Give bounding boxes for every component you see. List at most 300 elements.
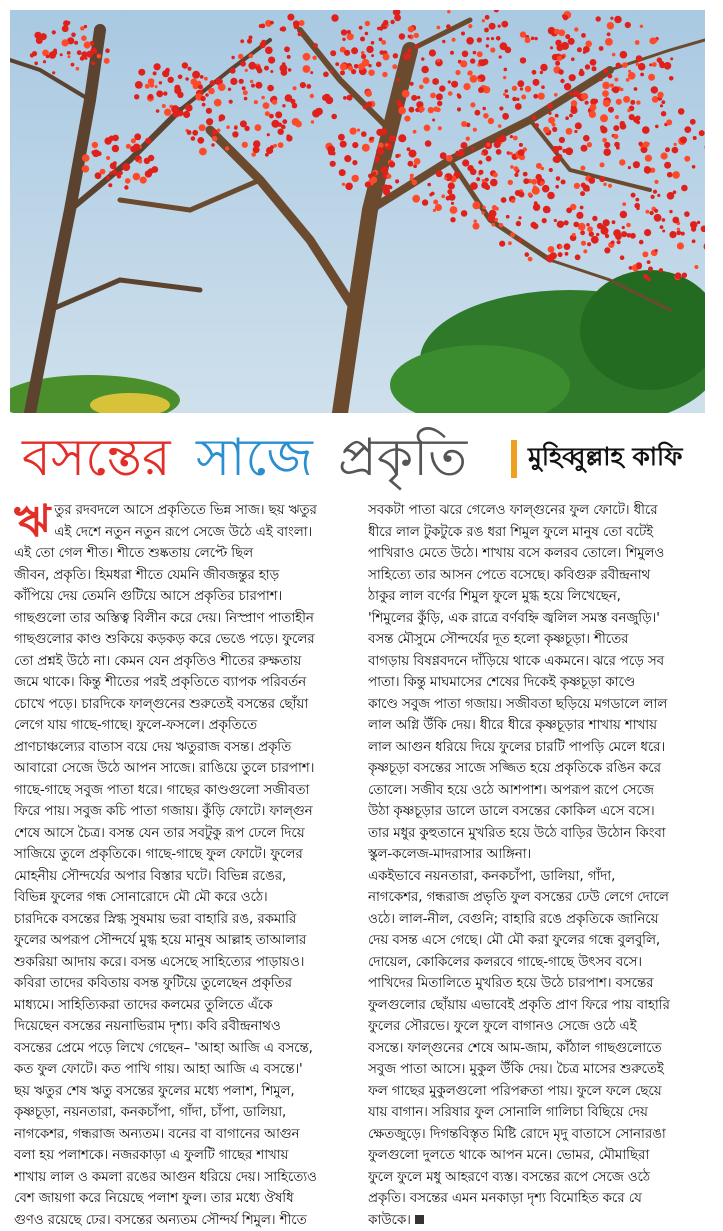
flower-dot (600, 114, 608, 122)
article-line: তোলে। সজীব হয়ে ওঠে আশপাশ। অপরূপ রূপে সেজে (368, 780, 708, 802)
flower-dot (97, 54, 102, 59)
article-line: ফুলের সৌরভে। ফুলে ফুলে বাগানও সেজে ওঠে এই (368, 1016, 708, 1038)
flower-dot (548, 112, 551, 115)
flower-dot (604, 142, 610, 148)
flower-dot (411, 95, 417, 101)
article-line: শুকরিয়া আদায় করে। বসন্ত এসেছে সাহিত্যের পাড়ায়ও। (14, 952, 359, 974)
article-line: দিয়েছেন বসন্তের নয়নাভিরাম দৃশ্য। কবি রবীন্দ্রনাথও (14, 1016, 359, 1038)
flower-dot (669, 210, 672, 213)
flower-dot (415, 44, 420, 49)
flower-dot (438, 126, 442, 130)
flower-dot (350, 128, 357, 135)
flower-dot (601, 227, 609, 235)
article-line: প্রকৃতি। বসন্তের এমন মনকাড়া দৃশ্য বিমোহিত করে যে (368, 1188, 708, 1210)
flower-dot (389, 135, 396, 142)
flower-dot (587, 226, 593, 232)
flower-dot (672, 217, 679, 224)
flower-dot (159, 81, 162, 84)
flower-dot (626, 223, 631, 228)
flower-dot (528, 257, 533, 262)
article-line: গাছগুলো তার অস্তিত্ব বিলীন করে দেয়। নিস্প্রাণ পাতাহীন (14, 608, 359, 630)
article-line: বসন্তে। ফাল্গুনের শেষে আম-জাম, কাঁঠাল গাছগুলোতে (368, 1038, 708, 1060)
flower-dot (585, 41, 592, 48)
article-line: সবুজ পাতা আসে। মুকুল উঁকি দেয়। চৈত্র মাসের শুরুতেই (368, 1059, 708, 1081)
flower-dot (505, 89, 509, 93)
flower-dot (552, 123, 556, 127)
flower-dot (621, 231, 627, 237)
flower-dot (486, 37, 489, 40)
simul-tree-photo (10, 10, 705, 413)
flower-dot (394, 14, 401, 21)
flower-dot (303, 53, 311, 61)
flower-dot (125, 178, 131, 184)
flower-dot (499, 106, 503, 110)
flower-dot (248, 62, 256, 70)
flower-dot (580, 206, 584, 210)
article-line: ঠাকুর লাল বর্ণের শিমুল ফুলে মুগ্ধ হয়ে লিখেছেন, (368, 586, 708, 608)
article-line: এই তো গেল শীত। শীতে শুষ্কতায় লেপ্টে ছিল (14, 543, 359, 565)
flower-dot (185, 77, 189, 81)
flower-dot (620, 123, 627, 130)
flower-dot (550, 252, 557, 259)
flower-dot (205, 93, 209, 97)
flower-dot (261, 96, 265, 100)
flower-dot (32, 51, 37, 56)
flower-dot (514, 173, 518, 177)
flower-dot (635, 40, 640, 45)
flower-dot (242, 142, 248, 148)
article-line: তার মধুর কুহুতানে মুখরিত হয়ে উঠে বাড়ির উঠোন কিংবা (368, 823, 708, 845)
flower-dot (510, 165, 514, 169)
flower-dot (561, 180, 566, 185)
flower-dot (410, 82, 414, 86)
flower-dot (599, 46, 604, 51)
flower-dot (481, 152, 484, 155)
flower-dot (278, 142, 284, 148)
flower-dot (470, 169, 477, 176)
flower-dot (392, 64, 397, 69)
flower-dot (601, 127, 608, 134)
flower-dot (255, 65, 260, 70)
flower-dot (602, 90, 609, 97)
flower-dot (278, 129, 284, 135)
flower-dot (269, 114, 274, 119)
flower-dot (303, 65, 311, 73)
flower-dot (379, 38, 383, 42)
flower-dot (427, 183, 431, 187)
flower-dot (422, 199, 428, 205)
flower-dot (603, 183, 607, 187)
flower-dot (240, 120, 247, 127)
flower-dot (230, 68, 236, 74)
flower-dot (447, 10, 450, 13)
flower-dot (239, 79, 244, 84)
flower-dot (455, 70, 460, 75)
flower-dot (523, 172, 528, 177)
flower-dot (106, 176, 110, 180)
flower-dot (154, 63, 161, 70)
flower-dot (580, 166, 585, 171)
flower-dot (81, 35, 87, 41)
flower-dot (273, 144, 277, 148)
flower-dot (462, 159, 469, 166)
article-line: গুণও রয়েছে ঢের। বসন্তের অন্যতম সৌন্দর্য শিমুল। শীতে (14, 1210, 359, 1231)
flower-dot (531, 222, 537, 228)
flower-dot (473, 223, 480, 230)
flower-dot (488, 214, 495, 221)
flower-dot (347, 30, 351, 34)
flower-dot (452, 38, 456, 42)
flower-dot (199, 148, 207, 156)
flower-dot (635, 198, 639, 202)
flower-dot (112, 135, 119, 142)
flower-dot (602, 138, 607, 143)
flower-dot (191, 136, 196, 141)
flower-dot (580, 191, 585, 196)
flower-dot (587, 142, 592, 147)
flower-dot (657, 194, 660, 197)
flower-dot (316, 108, 323, 115)
flower-dot (644, 229, 651, 236)
flower-dot (404, 116, 410, 122)
flower-dot (556, 176, 561, 181)
flower-dot (612, 88, 616, 92)
flower-dot (192, 71, 200, 79)
flower-dot (648, 74, 655, 81)
flower-dot (501, 197, 507, 203)
flower-dot (108, 183, 112, 187)
flower-dot (653, 190, 657, 194)
flower-dot (178, 75, 183, 80)
flower-dot (247, 39, 252, 44)
flower-dot (208, 88, 215, 95)
flower-dot (619, 159, 625, 165)
flower-dot (607, 22, 614, 29)
flower-dot (487, 143, 491, 147)
flower-dot (649, 63, 652, 66)
flower-dot (226, 125, 230, 129)
flower-dot (536, 174, 542, 180)
article-line: এই দেশে নতুন নতুন রূপে সেজে উঠে এই বাংলা। (54, 522, 359, 544)
flower-dot (306, 84, 311, 89)
flower-dot (183, 111, 190, 118)
flower-dot (614, 142, 620, 148)
flower-dot (390, 20, 394, 24)
flower-dot (425, 140, 432, 147)
flower-dot (520, 31, 526, 37)
flower-dot (182, 62, 188, 68)
flower-dot (635, 120, 638, 123)
flower-dot (585, 64, 590, 69)
flower-dot (634, 87, 638, 91)
flower-dot (482, 206, 486, 210)
flower-dot (368, 70, 374, 76)
flower-dot (540, 64, 547, 71)
flower-dot (412, 195, 420, 203)
flower-dot (450, 51, 454, 55)
flower-dot (518, 149, 525, 156)
flower-dot (520, 57, 526, 63)
flower-dot (509, 152, 512, 155)
flower-dot (365, 21, 370, 26)
flower-dot (565, 147, 573, 155)
flower-dot (581, 93, 588, 100)
flower-dot (571, 57, 575, 61)
flower-dot (367, 101, 372, 106)
flower-dot (599, 78, 602, 81)
flower-dot (617, 240, 621, 244)
flower-dot (654, 209, 658, 213)
flower-dot (499, 55, 502, 58)
flower-dot (381, 40, 386, 45)
flower-dot (616, 63, 621, 68)
flower-dot (145, 84, 150, 89)
flower-dot (185, 104, 192, 111)
flower-dot (562, 149, 566, 153)
article-line: স্কুল-কলেজ-মাদরাসার আঙ্গিনা। (368, 844, 708, 866)
flower-dot (555, 185, 559, 189)
flower-dot (383, 20, 388, 25)
flower-dot (428, 107, 434, 113)
flower-dot (468, 70, 473, 75)
flower-dot (403, 52, 411, 60)
flower-dot (347, 95, 353, 101)
flower-dot (662, 230, 665, 233)
flower-dot (352, 142, 358, 148)
flower-dot (341, 29, 347, 35)
flower-dot (543, 127, 549, 133)
flower-dot (620, 88, 624, 92)
flower-dot (677, 228, 680, 231)
flower-dot (312, 56, 316, 60)
article-line: সবকটা পাতা ঝরে গেলেও ফাল্গুনের ফুল ফোটে। ধীরে (368, 500, 708, 522)
flower-dot (345, 183, 353, 191)
flower-dot (432, 78, 439, 85)
flower-dot (581, 183, 586, 188)
flower-dot (300, 82, 306, 88)
article-line: তুর রদবদলে আসে প্রকৃতিতে ভিন্ন সাজ। ছয় ঋতুর (54, 500, 359, 522)
flower-dot (577, 96, 580, 99)
flower-dot (362, 144, 370, 152)
article-line: সাহিত্যে তার আসন পেতে বসেছে। কবিগুরু রবীন্দ্রনাথ (368, 565, 708, 587)
flower-dot (554, 219, 557, 222)
flower-dot (572, 233, 576, 237)
flower-dot (382, 72, 387, 77)
flower-dot (649, 211, 653, 215)
flower-dot (446, 155, 453, 162)
flower-dot (240, 61, 246, 67)
flower-dot (574, 27, 578, 31)
article-line: লেগে যায় গাছে-গাছে। ফুলে-ফসলে। প্রকৃতিতে (14, 715, 359, 737)
flower-dot (67, 55, 70, 58)
flower-dot (508, 241, 512, 245)
flower-dot (385, 143, 388, 146)
flower-dot (52, 71, 55, 74)
flower-dot (67, 51, 71, 55)
flower-dot (214, 99, 222, 107)
flower-dot (640, 73, 644, 77)
flower-dot (290, 99, 295, 104)
article-line: আবারো সেজে উঠে আপন সাজে। রাঙিয়ে তুলে চারপাশ। (14, 758, 359, 780)
flower-dot (365, 32, 369, 36)
flower-dot (672, 147, 679, 154)
article-line: বলা হয় পলাশকে। নজরকাড়া এ ফুলটি গাছের শাখায় (14, 1145, 359, 1167)
flower-dot (489, 23, 496, 30)
flower-dot (347, 33, 354, 40)
flower-dot (565, 252, 569, 256)
article-line: মাধ্যমে। সাহিত্যিকরা তাদের কলমের তুলিতে এঁকে (14, 995, 359, 1017)
flower-dot (270, 21, 274, 25)
flower-dot (692, 239, 696, 243)
flower-dot (363, 105, 367, 109)
flower-dot (654, 214, 662, 222)
flower-dot (481, 182, 488, 189)
flower-dot (566, 128, 573, 135)
article-line: বসন্তের প্রেমে পড়ে লিখে গেছেন– 'আহা আজি এ বসন্তে, (14, 1038, 359, 1060)
flower-dot (383, 53, 390, 60)
flower-dot (442, 40, 445, 43)
flower-dot (275, 111, 282, 118)
flower-dot (234, 126, 238, 130)
flower-dot (192, 130, 198, 136)
flower-dot (558, 252, 563, 257)
flower-dot (548, 117, 555, 124)
flower-dot (397, 78, 400, 81)
flower-dot (414, 33, 419, 38)
flower-dot (628, 166, 631, 169)
flower-dot (49, 51, 56, 58)
article-line: নাগকেশর, গন্ধরাজ প্রভৃতি ফুল বসন্তের ঢেউ লেগে দোলে (368, 887, 708, 909)
flower-dot (623, 96, 630, 103)
flower-dot (659, 61, 664, 66)
title-separator (511, 440, 517, 478)
flower-dot (486, 156, 492, 162)
flower-dot (505, 47, 512, 54)
flower-dot (466, 37, 474, 45)
flower-dot (559, 137, 565, 143)
flower-dot (583, 135, 590, 142)
flower-dot (612, 220, 616, 224)
article-line: জীবন, প্রকৃতি। হিমধরা শীতে যেমনি জীবজন্তুর হাড় (14, 565, 359, 587)
flower-dot (479, 170, 484, 175)
flower-dot (565, 116, 569, 120)
flower-dot (488, 118, 494, 124)
flower-dot (417, 96, 421, 100)
flower-dot (667, 172, 673, 178)
flower-dot (490, 179, 498, 187)
flower-dot (622, 62, 628, 68)
title-word-2: সাজে (196, 428, 313, 488)
flower-dot (583, 249, 587, 253)
flower-dot (206, 108, 212, 114)
flower-dot (651, 86, 658, 93)
flower-dot (477, 51, 483, 57)
article-line: কবিরা তাদের কবিতায় বসন্ত ফুটিয়ে তুলেছেন প্রকৃতির (14, 973, 359, 995)
flower-dot (156, 109, 160, 113)
flower-dot (62, 39, 69, 46)
flower-dot (380, 50, 385, 55)
flower-dot (433, 200, 438, 205)
flower-dot (408, 35, 411, 38)
flower-dot (568, 38, 575, 45)
flower-dot (371, 41, 375, 45)
flower-dot (512, 97, 517, 102)
flower-dot (255, 124, 262, 131)
flower-dot (439, 85, 445, 91)
flower-dot (477, 37, 482, 42)
flower-dot (197, 137, 204, 144)
flower-dot (596, 233, 599, 236)
flower-dot (138, 159, 142, 163)
article-line: গাছে-গাছে সবুজ পাতা ধরে। গাছের কাণ্ডগুলো সজীবতা (14, 780, 359, 802)
flower-dot (660, 104, 663, 107)
flower-dot (80, 56, 85, 61)
article-line: বিভিন্ন ফুলের গন্ধ সোনারোদে মৌ মৌ করে ওঠে। (14, 887, 359, 909)
flower-dot (436, 107, 441, 112)
flower-dot (636, 100, 640, 104)
flower-dot (536, 163, 542, 169)
flower-dot (311, 120, 314, 123)
title-word-3: প্রকৃতি (338, 428, 467, 488)
flower-dot (270, 70, 273, 73)
flower-dot (652, 96, 659, 103)
flower-dot (603, 148, 611, 156)
flower-dot (148, 94, 153, 99)
article-line: চারদিকে বসন্তের স্নিগ্ধ সুষমায় ভরা বাহারি রঙ, রকমারি (14, 909, 359, 931)
flower-dot (580, 69, 584, 73)
flower-dot (369, 137, 373, 141)
flower-dot (447, 189, 452, 194)
flower-dot (607, 32, 611, 36)
flower-dot (52, 30, 56, 34)
flower-dot (496, 36, 501, 41)
flower-dot (498, 25, 501, 28)
flower-dot (395, 154, 399, 158)
flower-dot (204, 77, 208, 81)
flower-dot (491, 37, 494, 40)
flower-dot (558, 69, 563, 74)
flower-dot (575, 122, 582, 129)
flower-dot (188, 67, 192, 71)
flower-dot (575, 254, 581, 260)
flower-dot (461, 142, 468, 149)
flower-dot (661, 111, 666, 116)
article-line: মোহনীয় সৌন্দর্যের অপার বিস্তার ঘটে। বিভিন্ন রঙের, (14, 866, 359, 888)
flower-dot (82, 165, 89, 172)
flower-dot (517, 80, 524, 87)
flower-dot (622, 202, 626, 206)
flower-dot (145, 138, 151, 144)
flower-dot (393, 53, 398, 58)
flower-dot (514, 166, 519, 171)
flower-dot (554, 29, 560, 35)
flower-dot (540, 71, 543, 74)
flower-dot (284, 46, 290, 52)
flower-dot (669, 231, 676, 238)
flower-dot (626, 78, 630, 82)
flower-dot (38, 37, 41, 40)
flower-dot (533, 185, 537, 189)
flower-dot (150, 83, 155, 88)
flower-dot (525, 252, 530, 257)
flower-dot (602, 82, 610, 90)
flower-dot (533, 79, 540, 86)
flower-dot (569, 74, 576, 81)
flower-dot (267, 85, 274, 92)
flower-dot (330, 50, 336, 56)
flower-dot (232, 131, 238, 137)
flower-dot (199, 124, 206, 131)
